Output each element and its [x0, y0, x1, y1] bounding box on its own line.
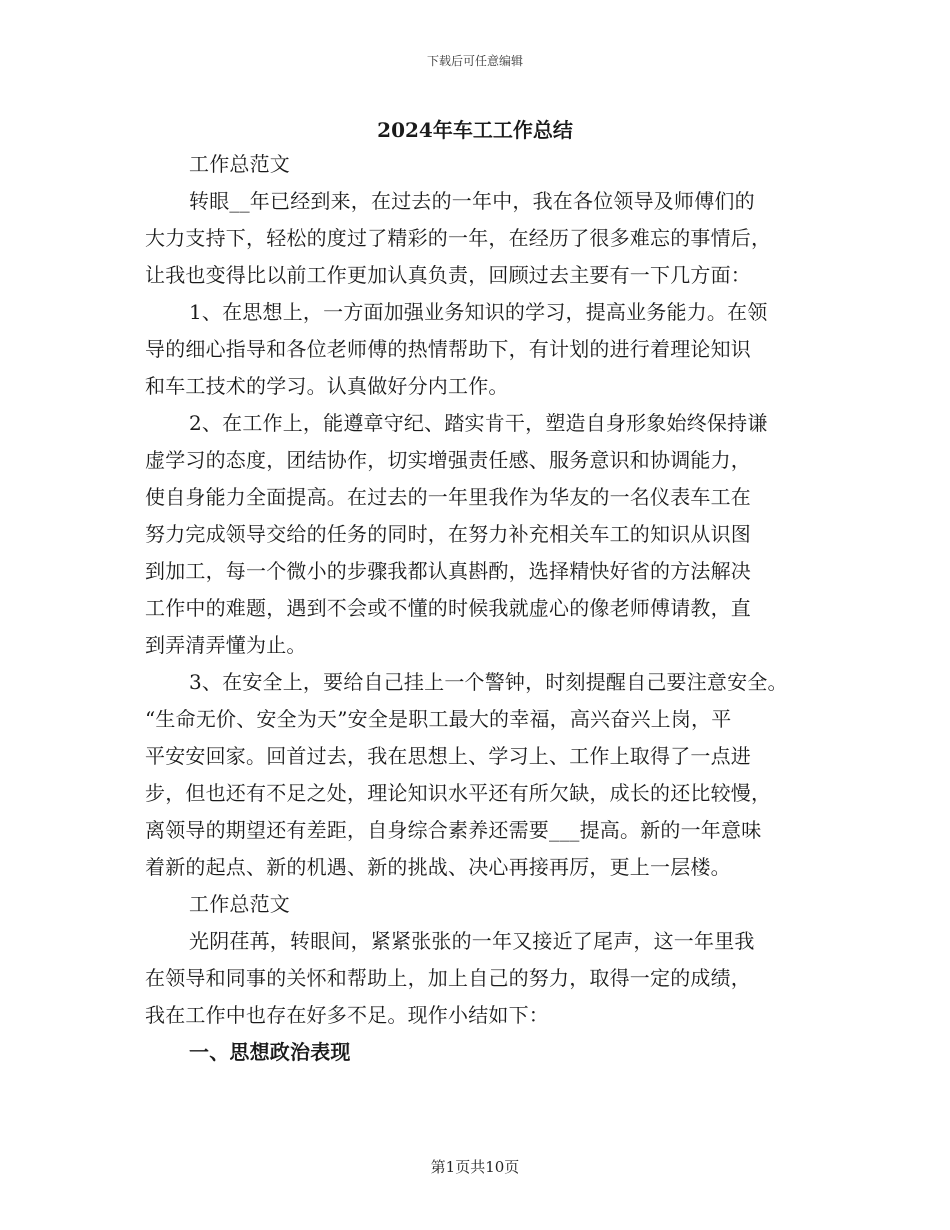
subsection-heading: 一、思想政治表现 [189, 1040, 351, 1064]
paragraph-line: “生命无价、安全为天”安全是职工最大的幸福，高兴奋兴上岗，平 [145, 707, 732, 731]
paragraph-line: 3、在安全上，要给自己挂上一个警钟，时刻提醒自己要注意安全。 [189, 670, 788, 694]
paragraph-line: 导的细心指导和各位老师傅的热情帮助下，有计划的进行着理论知识 [145, 337, 751, 361]
header-note: 下载后可任意编辑 [426, 54, 523, 68]
paragraph-line: 虚学习的态度，团结协作，切实增强责任感、服务意识和协调能力， [145, 448, 751, 472]
paragraph-line: 让我也变得比以前工作更加认真负责，回顾过去主要有一下几方面： [145, 263, 751, 287]
document-title: 2024年车工工作总结 [377, 118, 573, 142]
paragraph-line: 平安安回家。回首过去，我在思想上、学习上、工作上取得了一点进 [145, 744, 751, 768]
section-heading: 工作总范文 [189, 892, 290, 916]
paragraph-line: 2、在工作上，能遵章守纪、踏实肯干，塑造自身形象始终保持谦 [189, 411, 768, 435]
paragraph-line: 工作中的难题，遇到不会或不懂的时候我就虚心的像老师傅请教，直 [145, 596, 751, 620]
section-heading: 工作总范文 [189, 152, 290, 176]
paragraph-line: 在领导和同事的关怀和帮助上，加上自己的努力，取得一定的成绩， [145, 966, 751, 990]
paragraph-line: 和车工技术的学习。认真做好分内工作。 [145, 374, 509, 398]
paragraph-line: 使自身能力全面提高。在过去的一年里我作为华友的一名仪表车工在 [145, 485, 751, 509]
paragraph-line: 1、在思想上，一方面加强业务知识的学习，提高业务能力。在领 [189, 300, 768, 324]
page-number: 第1页共10页 [430, 1158, 520, 1176]
paragraph-line: 到加工，每一个微小的步骤我都认真斟酌，选择精快好省的方法解决 [145, 559, 751, 583]
paragraph-line: 着新的起点、新的机遇、新的挑战、决心再接再厉，更上一层楼。 [145, 855, 731, 879]
paragraph-line: 步，但也还有不足之处，理论知识水平还有所欠缺，成长的还比较慢， [145, 781, 772, 805]
paragraph-line: 努力完成领导交给的任务的同时，在努力补充相关车工的知识从识图 [145, 522, 751, 546]
paragraph-line: 转眼__年已经到来，在过去的一年中，我在各位领导及师傅们的 [189, 189, 755, 213]
paragraph-line: 大力支持下，轻松的度过了精彩的一年，在经历了很多难忘的事情后， [145, 226, 772, 250]
paragraph-line: 我在工作中也存在好多不足。现作小结如下： [145, 1003, 549, 1027]
document-body [145, 146, 825, 1071]
paragraph-line: 光阴荏苒，转眼间，紧紧张张的一年又接近了尾声，这一年里我 [189, 929, 755, 953]
paragraph-line: 到弄清弄懂为止。 [145, 633, 307, 657]
paragraph-line: 离领导的期望还有差距，自身综合素养还需要___提高。新的一年意味 [145, 818, 762, 842]
